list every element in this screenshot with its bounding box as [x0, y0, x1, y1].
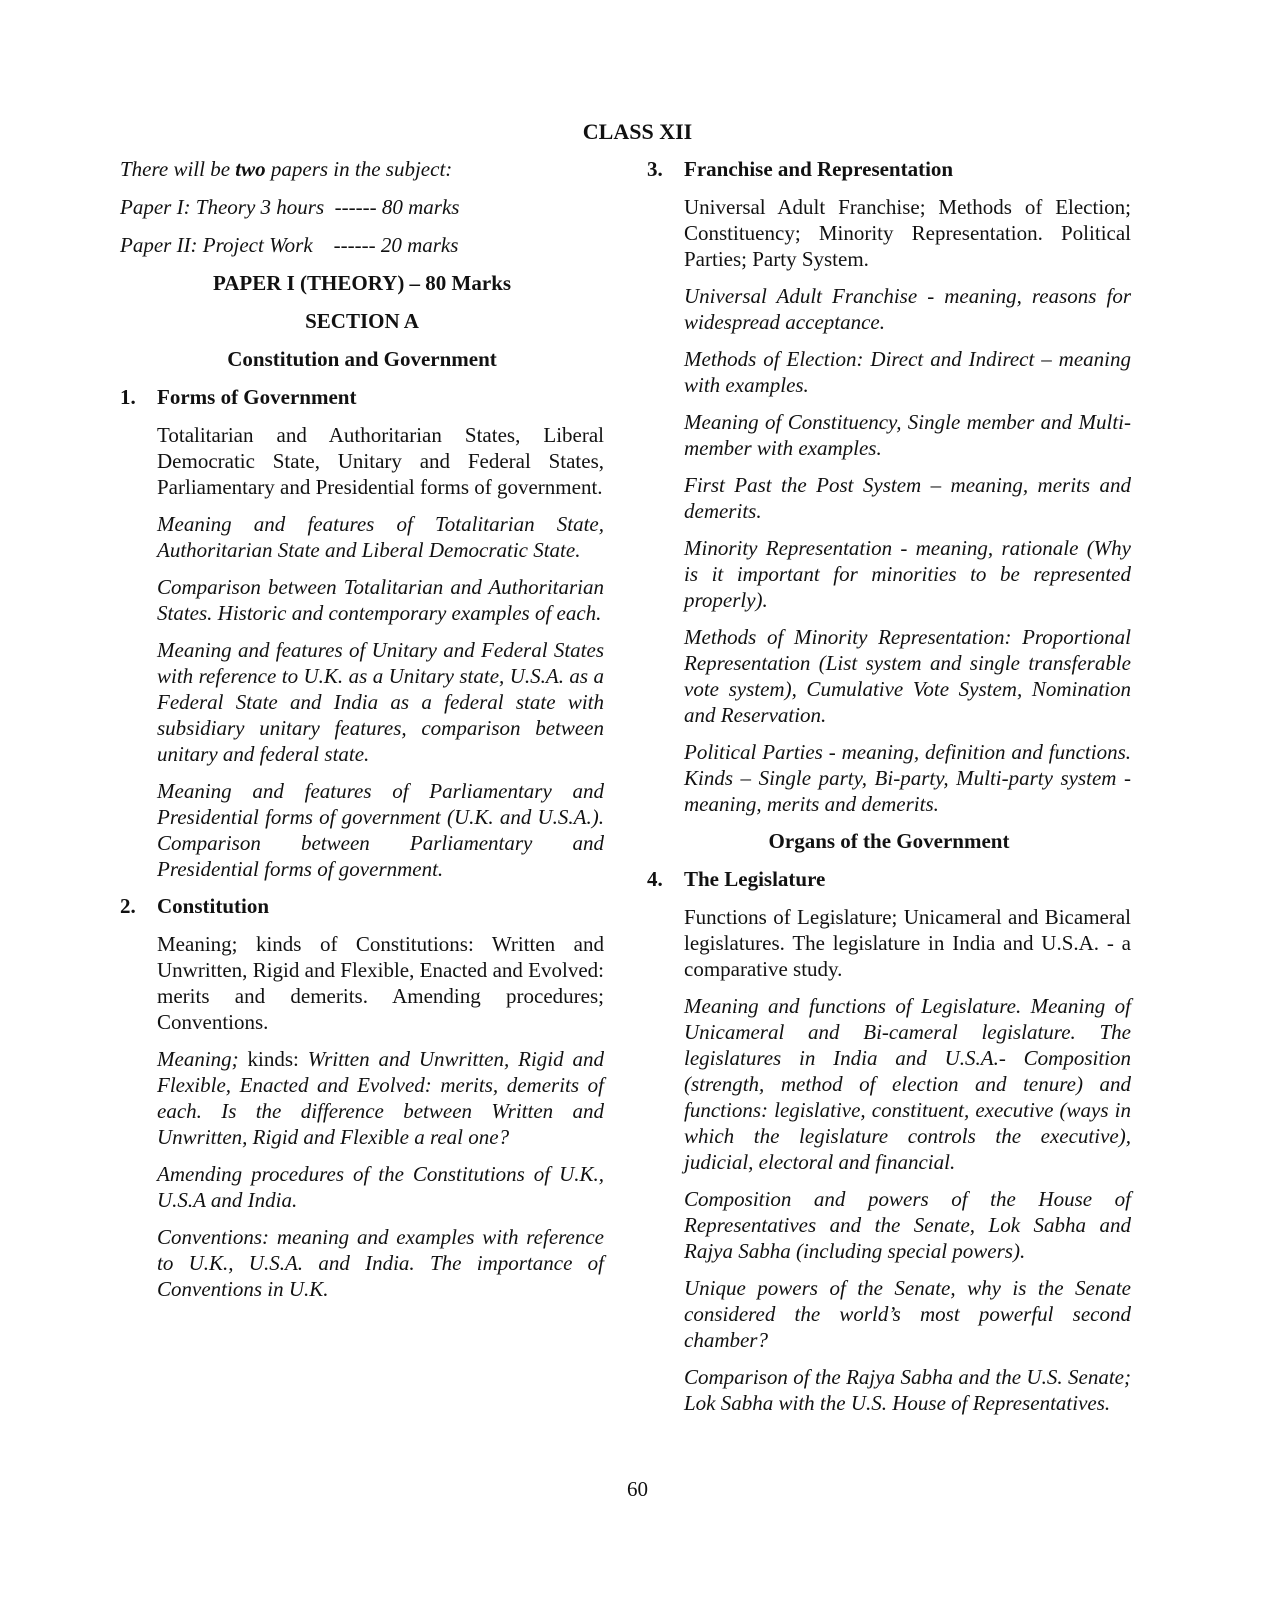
section-2-heading [120, 893, 604, 919]
section-2-detail: Amending procedures of the Constitutions of U.K., U.S.A and India. [157, 1162, 604, 1212]
intro-line-1 [120, 156, 604, 182]
section-3-detail: Political Parties - meaning, definition and functions. Kinds – Single party, Bi-party, Multi-party system - meaning, merits and demerits. [684, 740, 1131, 816]
organs-heading: Organs of the Government [768, 829, 1010, 853]
intro-text: papers in the subject: [265, 157, 453, 181]
section-title: Constitution [157, 894, 270, 918]
paper-heading: PAPER I (THEORY) – 80 Marks [212, 271, 512, 295]
class-title: CLASS XII [582, 119, 693, 144]
section-number: 4. [647, 867, 663, 891]
section-1-heading [120, 384, 604, 410]
section-3-detail: Universal Adult Franchise - meaning, reasons for widespread acceptance. [684, 284, 1131, 334]
intro-line-2: Paper I: Theory 3 hours ------ 80 marks [120, 195, 460, 219]
section-3-summary: Universal Adult Franchise; Methods of Election; Constituency; Minority Representation. Political Parties; Party System. [684, 195, 1131, 271]
subsection-heading: Constitution and Government [227, 347, 497, 371]
section-number: 3. [647, 157, 663, 181]
page-number: 60 [627, 1477, 648, 1501]
section-1-detail: Meaning and features of Totalitarian State, Authoritarian State and Liberal Democratic State. [157, 512, 604, 562]
section-2-detail-mixed [157, 1046, 604, 1150]
section-3-detail: First Past the Post System – meaning, merits and demerits. [684, 473, 1131, 523]
section-3-detail: Minority Representation - meaning, rationale (Why is it important for minorities to be represented properly). [684, 536, 1131, 612]
section-1-detail: Meaning and features of Parliamentary and Presidential forms of government (U.K. and U.S.A.). Comparison between Parliamentary and Presidential forms of government. [157, 779, 604, 881]
section-3-detail: Meaning of Constituency, Single member and Multi-member with examples. [684, 410, 1131, 460]
section-3-detail: Methods of Election: Direct and Indirect – meaning with examples. [684, 347, 1131, 397]
section-4-summary: Functions of Legislature; Unicameral and Bicameral legislatures. The legislature in India and U.S.A. - a comparative study. [684, 905, 1131, 981]
right-column [647, 156, 1131, 1427]
section-number: 1. [120, 385, 136, 409]
section-1-detail: Comparison between Totalitarian and Authoritarian States. Historic and contemporary examples of each. [157, 575, 604, 625]
section-title: The Legislature [684, 867, 826, 891]
section-3-detail: Methods of Minority Representation: Proportional Representation (List system and single transferable vote system), Cumulative Vote System, Nomination and Reservation. [684, 625, 1131, 727]
section-3-heading [647, 156, 1131, 182]
left-column [120, 156, 604, 1313]
section-title: Forms of Government [157, 385, 357, 409]
detail-italic: Meaning; [157, 1047, 239, 1071]
section-2-summary: Meaning; kinds of Constitutions: Written and Unwritten, Rigid and Flexible, Enacted and Evolved: merits and demerits. Amending procedures; Conventions. [157, 932, 604, 1034]
section-1-summary: Totalitarian and Authoritarian States, Liberal Democratic State, Unitary and Federal States, Parliamentary and Presidential forms of government. [157, 423, 604, 499]
section-4-detail: Comparison of the Rajya Sabha and the U.S. Senate; Lok Sabha with the U.S. House of Representatives. [684, 1365, 1131, 1415]
section-number: 2. [120, 894, 136, 918]
section-4-detail: Meaning and functions of Legislature. Meaning of Unicameral and Bi-cameral legislature. The legislatures in India and U.S.A.- Composition (strength, method of election and tenure) and functions: legislative, constituent, executive (ways in which the legislature controls the executive), judicial, electoral and financial. [684, 994, 1131, 1174]
section-2-detail: Conventions: meaning and examples with reference to U.K., U.S.A. and India. The importance of Conventions in U.K. [157, 1225, 604, 1301]
intro-bold: two [235, 157, 266, 181]
detail-roman: kinds: [238, 1047, 308, 1071]
section-1-detail: Meaning and features of Unitary and Federal States with reference to U.K. as a Unitary state, U.S.A. as a Federal State and India as a federal state with subsidiary unitary features, comparison between unitary and federal state. [157, 638, 604, 766]
section-4-heading [647, 866, 1131, 892]
intro-line-3: Paper II: Project Work ------ 20 marks [120, 233, 459, 257]
detail-italic: Written and Unwritten, Rigid and Flexible, Enacted and Evolved: merits, demerits of each. Is the difference between Written and Unwritten, Rigid and Flexible a real one? [157, 1047, 604, 1149]
section-title: Franchise and Representation [684, 157, 954, 181]
intro-text: There will be [120, 157, 236, 181]
section-4-detail: Composition and powers of the House of Representatives and the Senate, Lok Sabha and Rajya Sabha (including special powers). [684, 1187, 1131, 1263]
section-4-detail: Unique powers of the Senate, why is the Senate considered the world’s most powerful second chamber? [684, 1276, 1131, 1352]
section-heading: SECTION A [305, 309, 419, 333]
